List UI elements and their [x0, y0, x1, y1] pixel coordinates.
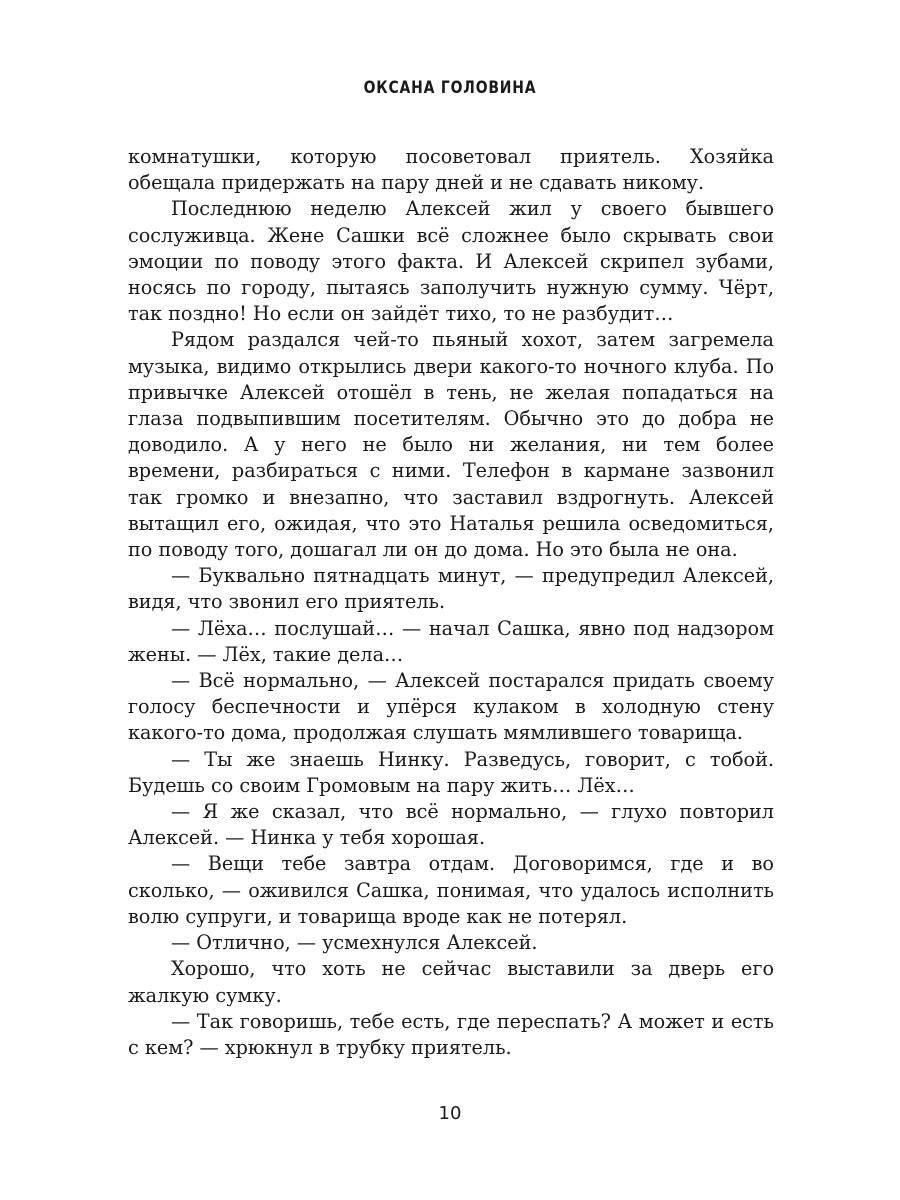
- paragraph: — Я же сказал, что всё нормально, — глухо повторил Алексей. — Нинка у тебя хорошая.: [128, 800, 774, 850]
- page-number: 10: [438, 1103, 462, 1124]
- paragraph: Рядом раздался чей-то пьяный хохот, затем загремела музыка, видимо открылись двери какого-то ночного клуба. По привычке Алексей отошёл в тень, не желая попадаться на глаза подвыпившим посетителям. Обычно это до добра не доводило. А у него не было ни желания, ни тем более времени, разбираться с ними. Телефон в кармане зазвонил так громко и внезапно, что заставил вздрогнуть. Алексей вытащил его, ожидая, что это Наталья решила осведомиться, по поводу того, дошагал ли он до дома. Но это была не она.: [128, 328, 774, 562]
- paragraph: комнатушки, которую посоветовал приятель. Хозяйка обещала придержать на пару дней и не сдавать никому.: [128, 145, 774, 195]
- paragraph: — Всё нормально, — Алексей постарался придать своему голосу беспечности и упёрся кулаком в холодную стену какого-то дома, продолжая слушать мямлившего товарища.: [128, 669, 774, 745]
- paragraph: — Ты же знаешь Нинку. Разведусь, говорит, с тобой. Будешь со своим Громовым на пару жить… Лёх…: [128, 747, 774, 797]
- paragraph: Последнюю неделю Алексей жил у своего бывшего сослуживца. Жене Сашки всё сложнее было скрывать свои эмоции по поводу этого факта. И Алексей скрипел зубами, носясь по городу, пытаясь заполучить нужную сумму. Чёрт, так поздно! Но если он зайдёт тихо, то не разбудит…: [128, 197, 774, 326]
- body-text: [128, 144, 774, 1061]
- paragraph: — Буквально пятнадцать минут, — предупредил Алексей, видя, что звонил его приятель.: [128, 564, 774, 614]
- paragraph: — Так говоришь, тебе есть, где переспать? А может и есть с кем? — хрюкнул в трубку приятель.: [128, 1009, 774, 1059]
- paragraph: — Вещи тебе завтра отдам. Договоримся, где и во сколько, — оживился Сашка, понимая, что удалось исполнить волю супруги, и товарища вроде как не потерял.: [128, 852, 774, 928]
- paragraph: — Отлично, — усмехнулся Алексей.: [171, 931, 538, 955]
- paragraph: — Лёха… послушай… — начал Сашка, явно под надзором жены. — Лёх, такие дела…: [128, 616, 774, 666]
- running-head: ОКСАНА ГОЛОВИНА: [363, 78, 537, 98]
- paragraph: Хорошо, что хоть не сейчас выставили за дверь его жалкую сумку.: [128, 957, 774, 1007]
